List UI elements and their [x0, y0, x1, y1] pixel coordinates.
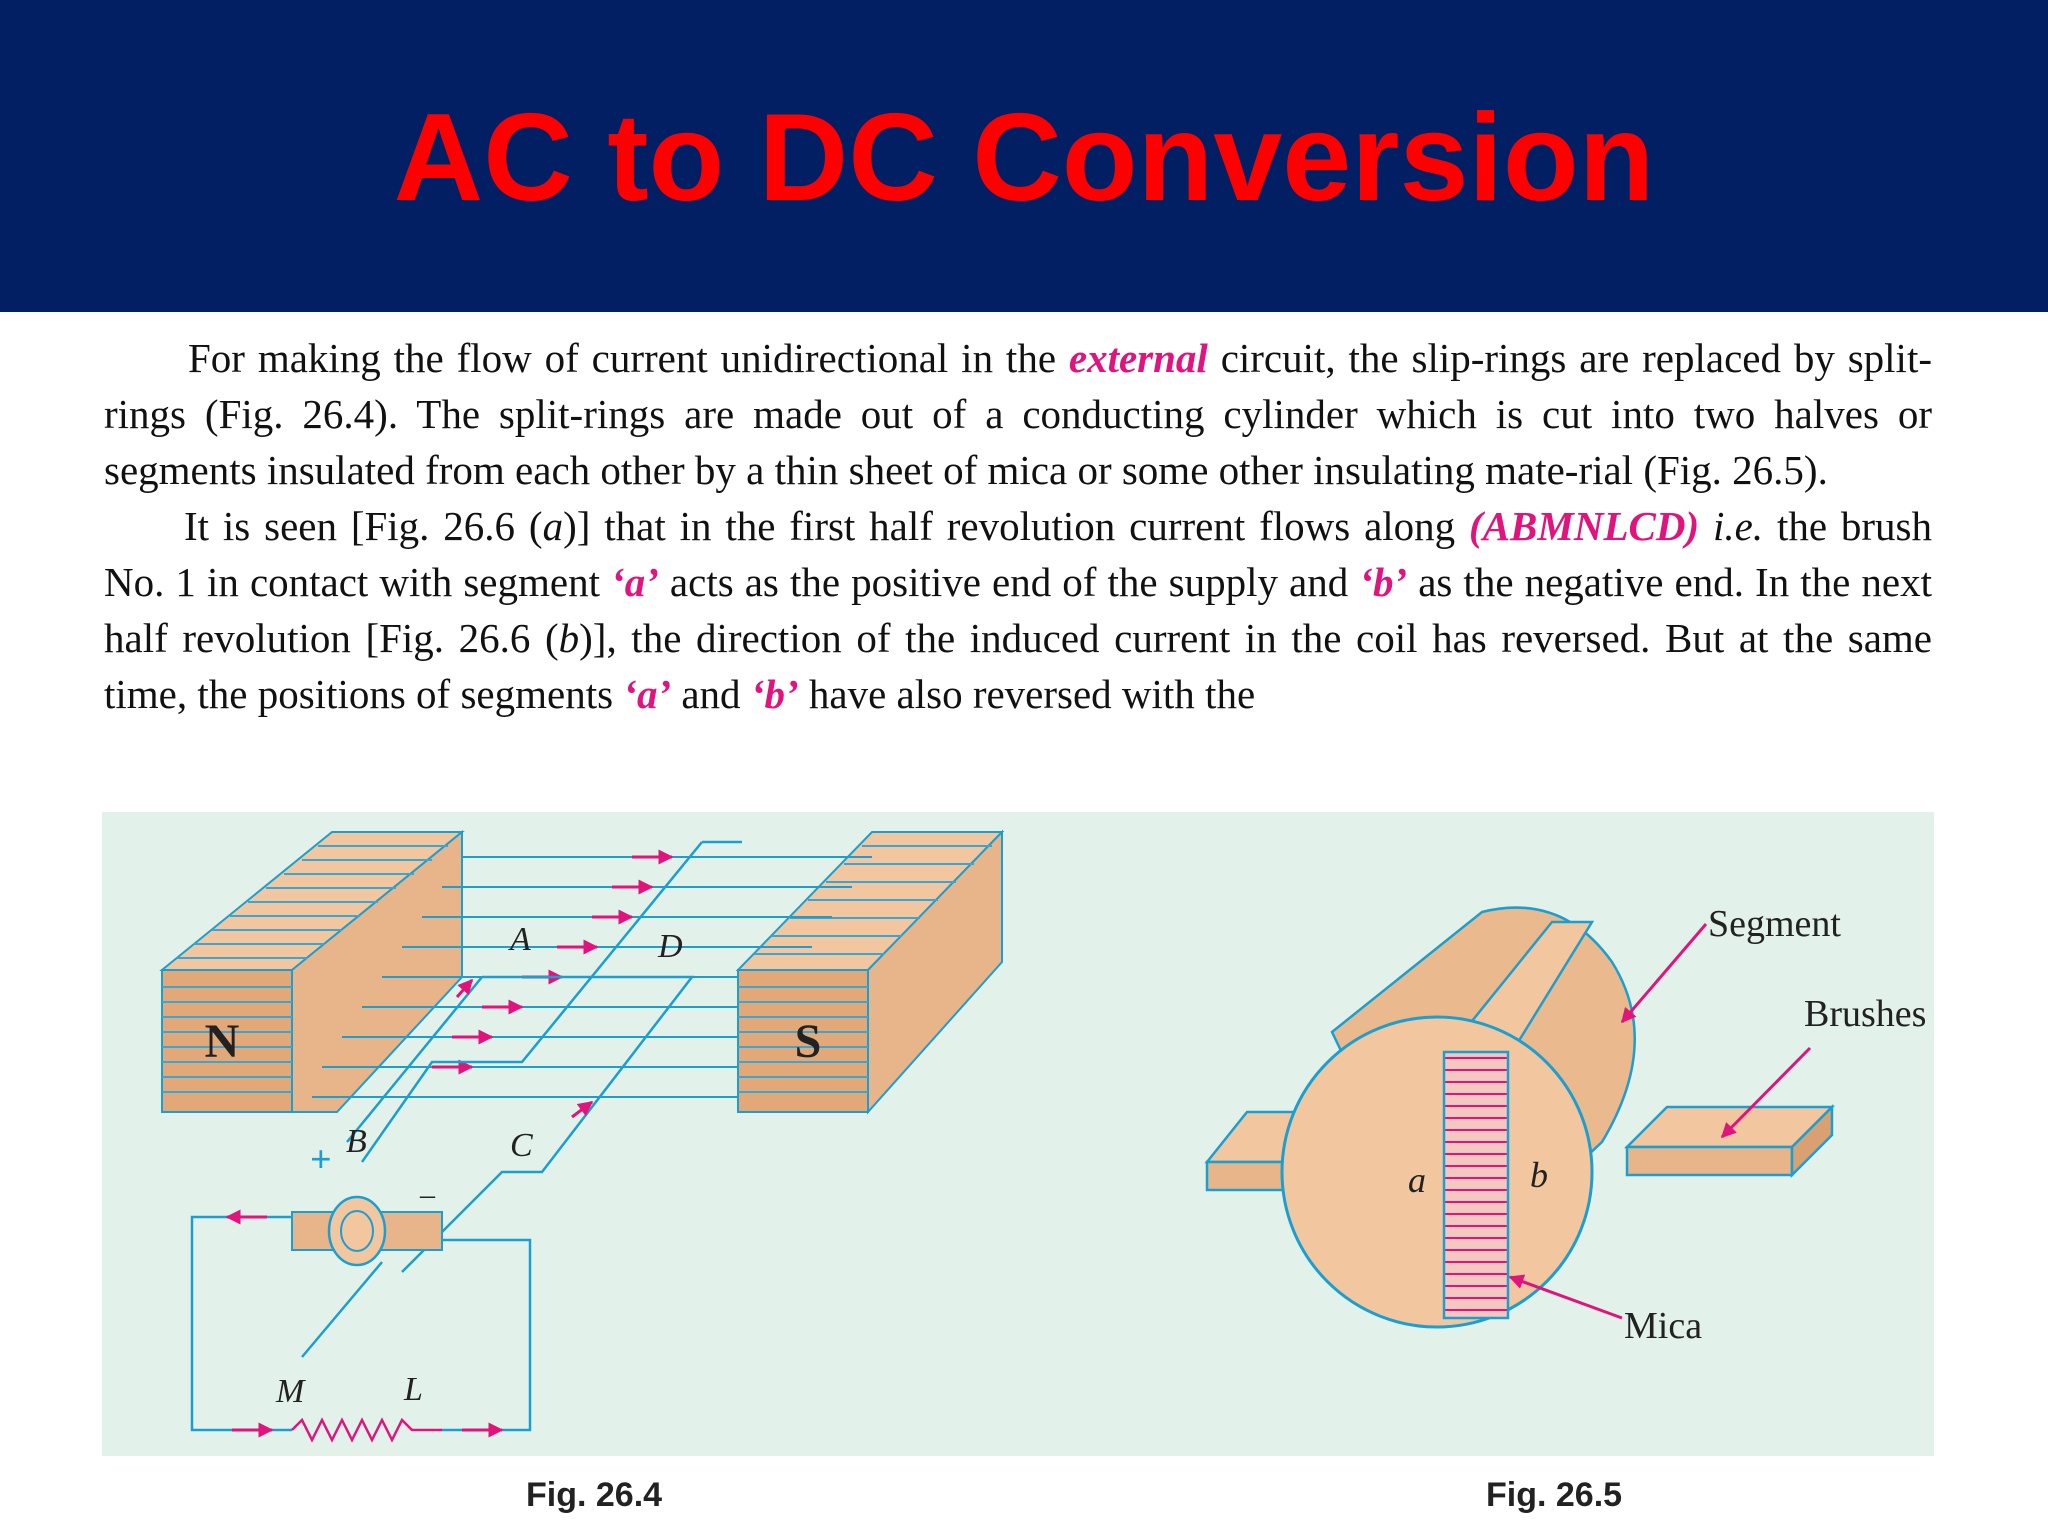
- p1-text-1: For making the flow of current unidirectional in the: [188, 335, 1069, 381]
- label-M: M: [276, 1373, 305, 1410]
- p2-text-5: acts as the positive end of the supply and: [658, 559, 1360, 605]
- p2-text-7: )], the direction of the induced current in the coil has reversed. But at the same time, the positions of segments: [104, 615, 1932, 717]
- label-D: D: [658, 928, 683, 965]
- p1-highlight-external: external: [1068, 335, 1208, 381]
- south-label: S: [794, 1015, 822, 1068]
- slide-title: AC to DC Conversion: [393, 89, 1655, 227]
- body-text: [104, 330, 1932, 722]
- coil-arrow-1: [457, 980, 472, 997]
- label-C: C: [510, 1127, 533, 1164]
- label-L: L: [404, 1371, 423, 1408]
- p1-text-2: circuit, the slip-rings are replaced by split-rings (Fig. 26.4). The split-rings are made out of a conducting cylinder which is cut into two halves or segments insulated from each other by a thin sheet of mica or some other insulating mate-rial (Fig. 26.5).: [104, 335, 1932, 493]
- p2-italic-ie: i.e.: [1713, 503, 1764, 549]
- minus-label: –: [420, 1178, 435, 1211]
- figures-svg: [102, 812, 1934, 1456]
- figure-panel: [102, 812, 1934, 1456]
- p2-text-9: have also reversed with the: [798, 671, 1256, 717]
- p2-text-1: It is seen [Fig. 26.6 (: [184, 503, 543, 549]
- p2-text-4: the brush No. 1 in contact with segment: [104, 503, 1933, 605]
- p2-segment-b: ‘b’: [1359, 559, 1408, 605]
- p2-text-6: as the negative end. In the next half revolution [Fig. 26.6 (: [104, 559, 1932, 661]
- segment-pointer: [1622, 924, 1706, 1022]
- south-magnet: [738, 832, 1002, 1112]
- p2-segment-b-2: ‘b’: [750, 671, 799, 717]
- fig-26-5-diagram: [1207, 903, 1926, 1347]
- paragraph-2: [104, 498, 1932, 722]
- p2-segment-a-2: ‘a’: [623, 671, 672, 717]
- p2-text-8: and: [671, 671, 751, 717]
- fig-26-4-caption: Fig. 26.4: [526, 1476, 663, 1514]
- plus-label: +: [310, 1139, 332, 1181]
- right-brush: [1627, 1107, 1832, 1175]
- north-label: N: [204, 1015, 240, 1068]
- fig-26-4-diagram: [162, 832, 1002, 1440]
- fig-26-5-caption: Fig. 26.5: [1486, 1476, 1623, 1514]
- mica-callout: Mica: [1624, 1305, 1703, 1347]
- field-arrows: [432, 857, 672, 1067]
- mica-strip: [1444, 1052, 1508, 1318]
- segment-b-label: b: [1530, 1155, 1548, 1195]
- p2-italic-b: b: [558, 615, 580, 661]
- p2-text-2: )] that in the first half revolution current flows along: [563, 503, 1470, 549]
- segment-a-label: a: [1408, 1160, 1426, 1200]
- brushes-callout: Brushes: [1804, 993, 1927, 1035]
- label-B: B: [346, 1123, 367, 1160]
- title-banner: [0, 0, 2048, 312]
- p2-italic-a: a: [542, 503, 564, 549]
- north-magnet: [162, 832, 462, 1112]
- p2-highlight-path: (ABMNLCD): [1469, 503, 1700, 549]
- label-A: A: [510, 921, 531, 958]
- p2-segment-a: ‘a’: [611, 559, 659, 605]
- p2-text-3: [1699, 503, 1713, 549]
- paragraph-1: [104, 330, 1932, 498]
- segment-callout: Segment: [1708, 903, 1841, 945]
